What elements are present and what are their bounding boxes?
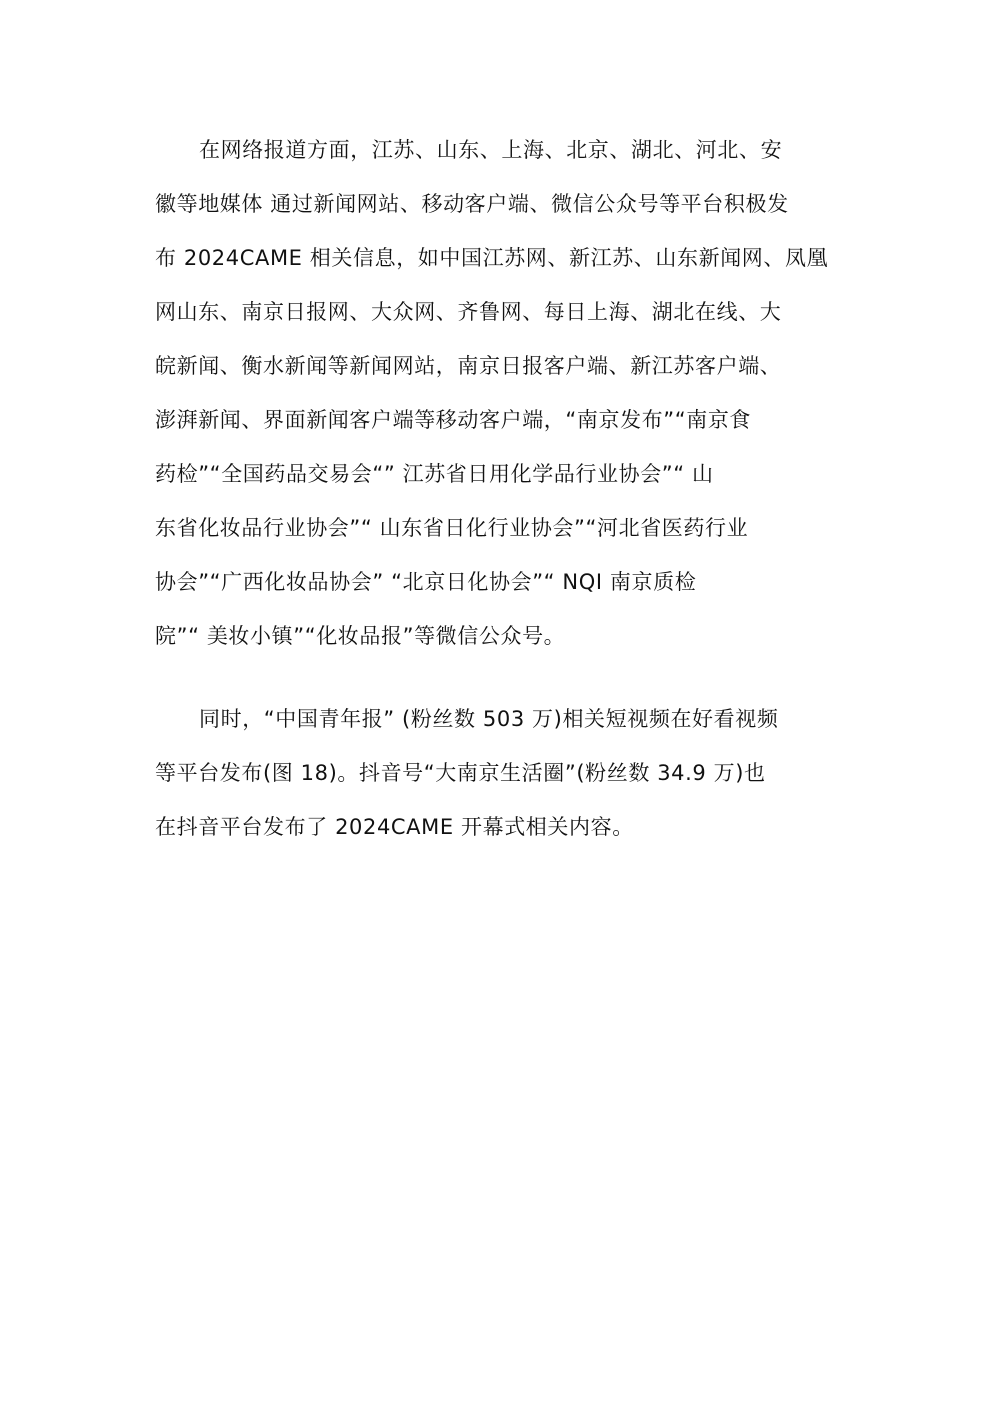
paragraph-1-line-1: 在网络报道方面，江苏、山东、上海、北京、湖北、河北、安 bbox=[199, 138, 783, 162]
paragraph-1-line-2: 徽等地媒体 通过新闻网站、移动客户端、微信公众号等平台积极发 bbox=[155, 192, 789, 216]
paragraph-1-line-7: 药检”“全国药品交易会“” 江苏省日用化学品行业协会”“ 山 bbox=[155, 462, 714, 486]
paragraph-1-line-10: 院”“ 美妆小镇”“化妆品报”等微信公众号。 bbox=[155, 624, 566, 648]
paragraph-1-line-6: 澎湃新闻、界面新闻客户端等移动客户端，“南京发布”“南京食 bbox=[155, 408, 752, 432]
paragraph-1-line-4: 网山东、南京日报网、大众网、齐鲁网、每日上海、湖北在线、大 bbox=[155, 300, 782, 324]
paragraph-1-line-9: 协会”“广西化妆品协会” “北京日化协会”“ NQI 南京质检 bbox=[155, 570, 697, 594]
paragraph-2-line-1: 同时，“中国青年报” (粉丝数 503 万)相关短视频在好看视频 bbox=[199, 707, 779, 731]
paragraph-1-line-5: 皖新闻、衡水新闻等新闻网站，南京日报客户端、新江苏客户端、 bbox=[155, 354, 782, 378]
paragraph-2-line-3: 在抖音平台发布了 2024CAME 开幕式相关内容。 bbox=[155, 815, 634, 839]
paragraph-1-line-3: 布 2024CAME 相关信息，如中国江苏网、新江苏、山东新闻网、凤凰 bbox=[155, 246, 829, 270]
paragraph-2-line-2: 等平台发布(图 18)。抖音号“大南京生活圈”(粉丝数 34.9 万)也 bbox=[155, 761, 766, 785]
paragraph-1-line-8: 东省化妆品行业协会”“ 山东省日化行业协会”“河北省医药行业 bbox=[155, 516, 749, 540]
